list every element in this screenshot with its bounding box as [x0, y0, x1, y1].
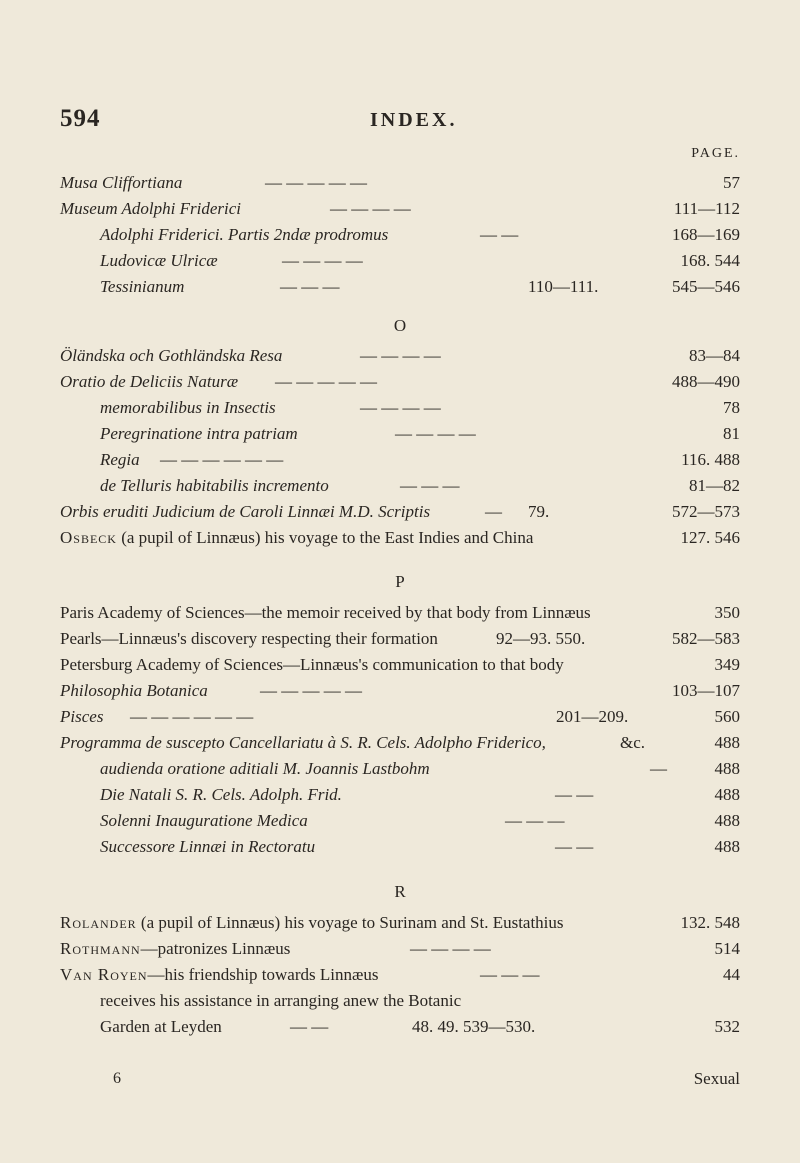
index-entry — [60, 782, 740, 808]
entry-pages: 488 — [714, 759, 740, 778]
entry-dashes: — — — — — — — [160, 450, 284, 469]
entry-title: Petersburg Academy of Sciences—Linnæus's communication to that body — [60, 655, 564, 674]
entry-title: receives his assistance in arranging anew the Botanic — [100, 991, 462, 1010]
entry-title: Ludovicæ Ulricæ — [100, 251, 218, 270]
entry-dashes: — — — — — — [275, 372, 377, 391]
entry-title: Oratio de Deliciis Naturæ — [60, 372, 239, 391]
entry-name: Rolander — [60, 913, 137, 932]
index-entry — [60, 988, 740, 1014]
entry-title: —patronizes Linnæus — [140, 939, 291, 958]
index-entry — [60, 473, 740, 499]
entry-pages-prefix: 48. 49. 539—530. — [412, 1017, 536, 1036]
entry-pages: 349 — [714, 655, 740, 674]
entry-pages: 488 — [714, 811, 740, 830]
entry-dashes: — — — — — [410, 939, 491, 958]
entry-dashes: — — — — — [395, 424, 476, 443]
index-entry — [60, 447, 740, 473]
entry-title: audienda oratione aditiali M. Joannis Lastbohm — [100, 759, 430, 778]
entry-dashes: — — — [290, 1017, 329, 1036]
index-entry — [60, 1014, 740, 1040]
entry-dashes: — — — — — — [265, 173, 367, 192]
entry-pages: 81—82 — [689, 476, 740, 495]
index-entry — [60, 808, 740, 834]
signature-mark: 6 — [113, 1070, 121, 1087]
index-entry — [60, 222, 740, 248]
index-entry — [60, 730, 740, 756]
entry-title: Museum Adolphi Friderici — [60, 199, 241, 218]
section-letter-r: R — [394, 882, 406, 901]
entry-pages-prefix: 79. — [528, 502, 550, 521]
entry-dashes: — — — [555, 837, 594, 856]
entry-title: Öländska och Gothländska Resa — [60, 346, 283, 365]
entry-title: Adolphi Friderici. Partis 2ndæ prodromus — [100, 225, 389, 244]
index-entry — [60, 704, 740, 730]
index-entry — [60, 626, 740, 652]
entry-dashes: — — — — [280, 277, 340, 296]
entry-dashes: — — — — — [282, 251, 363, 270]
entry-pages: 132. 548 — [680, 913, 740, 932]
entry-title: Regia — [100, 450, 140, 469]
entry-title: Musa Cliffortiana — [60, 173, 183, 192]
entry-pages: 350 — [714, 603, 740, 622]
entry-pages: 488 — [714, 785, 740, 804]
index-entry — [60, 369, 740, 395]
catchword: Sexual — [693, 1069, 740, 1088]
index-entry — [60, 834, 740, 860]
index-entry — [60, 652, 740, 678]
entry-title: (a pupil of Linnæus) his voyage to Surinam and St. Eustathius — [140, 913, 564, 932]
entry-dashes: — — [485, 502, 502, 521]
entry-pages: 514 — [714, 939, 740, 958]
entry-title: de Telluris habitabilis incremento — [100, 476, 329, 495]
entry-title: Pisces — [60, 707, 104, 726]
entry-pages: 532 — [714, 1017, 740, 1036]
entry-dashes: — — — — — [360, 398, 441, 417]
entry-dashes: — — — — [505, 811, 565, 830]
index-entry — [60, 962, 740, 988]
entry-dashes: — — — [555, 785, 594, 804]
entry-pages: 83—84 — [689, 346, 740, 365]
entry-name: Osbeck — [60, 528, 117, 547]
index-entry — [60, 421, 740, 447]
index-entry — [60, 343, 740, 369]
entry-pages: 582—583 — [672, 629, 740, 648]
entry-pages: 127. 546 — [680, 528, 740, 547]
index-entry — [60, 170, 740, 196]
entry-title: (a pupil of Linnæus) his voyage to the East Indies and China — [121, 528, 534, 547]
entry-pages: 168—169 — [672, 225, 740, 244]
entry-title: Die Natali S. R. Cels. Adolph. Frid. — [100, 785, 342, 804]
entry-title: Garden at Leyden — [100, 1017, 222, 1036]
page-column-label: PAGE. — [691, 146, 740, 161]
index-entry — [60, 525, 740, 551]
index-entry — [60, 678, 740, 704]
entry-name: Van Royen — [60, 965, 148, 984]
entry-pages: 44 — [723, 965, 740, 984]
entry-dashes: — — — — — [360, 346, 441, 365]
entry-dashes: — — — — [480, 965, 540, 984]
entry-pages: 78 — [723, 398, 740, 417]
entry-pages: 572—573 — [672, 502, 740, 521]
entry-pages-prefix: 110—111. — [528, 277, 599, 296]
entry-title: Orbis eruditi Judicium de Caroli Linnæi M.D. Scriptis — [60, 502, 431, 521]
entry-pages: 545—546 — [672, 277, 740, 296]
entry-pages: 560 — [714, 707, 740, 726]
entry-pages: 57 — [723, 173, 740, 192]
entry-pages-prefix: 92—93. 550. — [496, 629, 586, 648]
page-header — [60, 105, 740, 135]
entry-title: Philosophia Botanica — [60, 681, 208, 700]
section-letter-p: P — [395, 572, 405, 591]
entry-dashes: — — — — [400, 476, 460, 495]
entry-title: Tessinianum — [100, 277, 185, 296]
entry-dashes: — — — [480, 225, 519, 244]
entry-pages: 111—112 — [673, 199, 740, 218]
entry-dashes: — — — — — [330, 199, 411, 218]
entry-name: Rothmann — [60, 939, 141, 958]
index-entry — [60, 936, 740, 962]
entry-extra: &c. — [620, 733, 646, 752]
index-entry — [60, 756, 740, 782]
entry-pages-prefix: 201—209. — [556, 707, 629, 726]
entry-pages: 103—107 — [672, 681, 740, 700]
entry-pages: 488 — [714, 837, 740, 856]
entry-title: Programma de suscepto Cancellariatu à S. R. Cels. Adolpho Friderico, — [60, 733, 546, 752]
section-letter-o: O — [393, 316, 407, 335]
running-title: INDEX. — [370, 109, 458, 131]
index-entry — [60, 600, 740, 626]
index-entry — [60, 395, 740, 421]
entry-pages: 488—490 — [672, 372, 740, 391]
entry-title: memorabilibus in Insectis — [100, 398, 276, 417]
index-entry — [60, 196, 740, 222]
entry-title: Peregrinatione intra patriam — [100, 424, 298, 443]
page-number: 594 — [60, 105, 101, 132]
entry-title: Paris Academy of Sciences—the memoir received by that body from Linnæus — [60, 603, 591, 622]
entry-title: —his friendship towards Linnæus — [147, 965, 379, 984]
entry-dashes: — — — — — — — [130, 707, 254, 726]
entry-title: Successore Linnæi in Rectoratu — [100, 837, 316, 856]
entry-dashes: — — [650, 759, 667, 778]
index-entry — [60, 248, 740, 274]
entry-pages: 81 — [723, 424, 740, 443]
index-entry — [60, 910, 740, 936]
entry-title: Pearls—Linnæus's discovery respecting their formation — [60, 629, 438, 648]
entry-dashes: — — — — — — [260, 681, 362, 700]
entry-title: Solenni Inauguratione Medica — [100, 811, 308, 830]
entry-pages: 116. 488 — [681, 450, 740, 469]
index-entry — [60, 499, 740, 525]
entry-pages: 488 — [714, 733, 740, 752]
entry-pages: 168. 544 — [680, 251, 740, 270]
index-entry — [60, 274, 740, 300]
